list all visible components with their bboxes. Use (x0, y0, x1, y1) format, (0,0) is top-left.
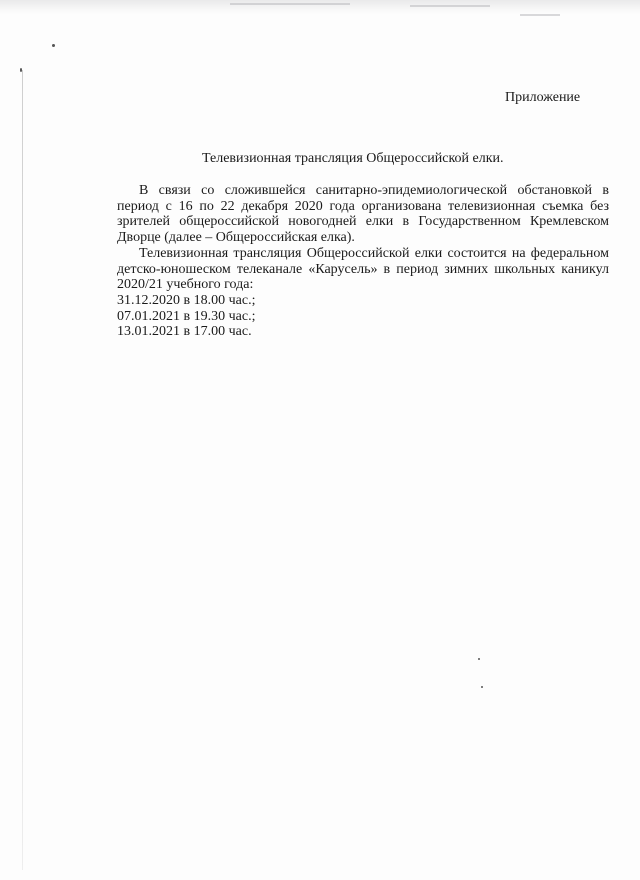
scan-streak (230, 3, 350, 5)
page-edge (22, 70, 23, 870)
scan-speck (52, 44, 55, 47)
scan-streak (410, 5, 490, 7)
body-paragraph: Телевизионная трансляция Общероссийской елки состоится на федеральном детско-юношеском телеканале «Карусель» в период зимних школьных каникул 2020/21 учебного года: (117, 245, 609, 293)
broadcast-date: 07.01.2021 в 19.30 час.; (117, 308, 256, 324)
scan-speck (481, 686, 483, 688)
scan-speck (478, 658, 480, 660)
broadcast-date: 13.01.2021 в 17.00 час. (117, 324, 252, 340)
appendix-label: Приложение (505, 90, 581, 105)
document-body (117, 183, 609, 340)
scan-streak (520, 14, 560, 16)
body-paragraph: В связи со сложившейся санитарно-эпидемиологической обстановкой в период с 16 по 22 декабря 2020 года организована телевизионная съемка без зрителей общероссийской новогодней елки в Государственном Кремлевском Дворце (далее – Общероссийская елка). (117, 183, 609, 246)
document-title: Телевизионная трансляция Общероссийской елки. (202, 151, 504, 166)
broadcast-date: 31.12.2020 в 18.00 час.; (117, 292, 256, 308)
